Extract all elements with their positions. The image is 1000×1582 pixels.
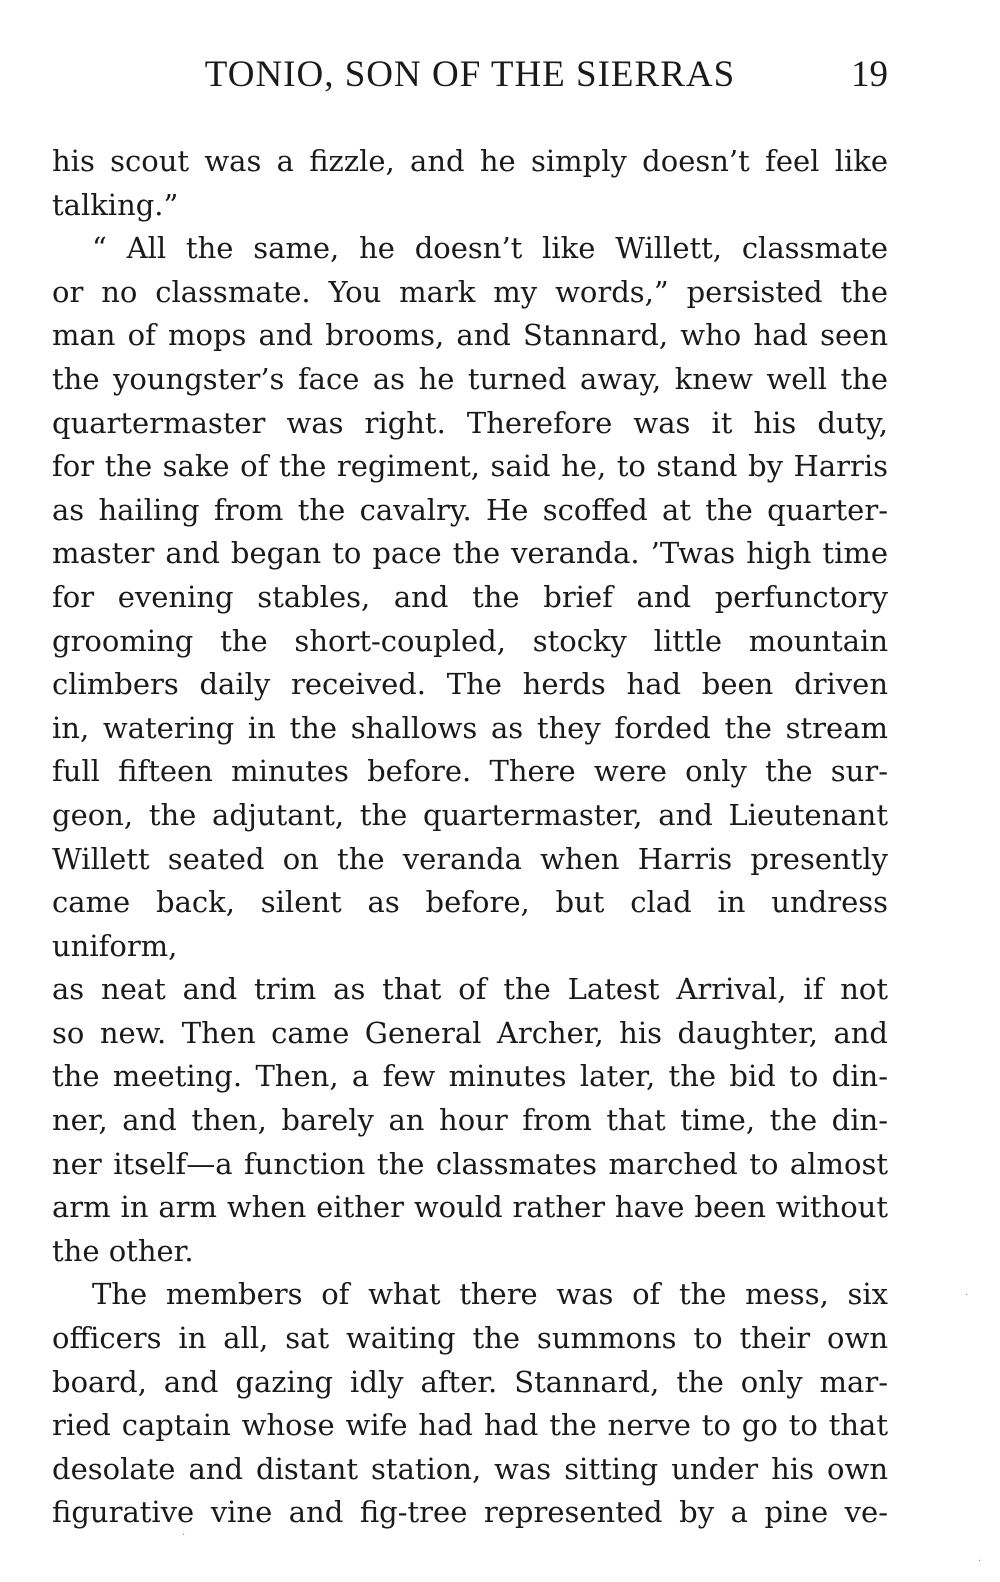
text-line: arm in arm when either would rather have been without: [52, 1190, 888, 1225]
text-line: or no classmate. You mark my words,” persisted the: [52, 274, 888, 309]
text-line: for evening stables, and the brief and perfunctory: [52, 579, 888, 614]
text-line: ried captain whose wife had had the nerve to go to that: [52, 1408, 888, 1443]
scan-speck: ·: [965, 1290, 969, 1301]
text-line: in, watering in the shallows as they forded the stream: [52, 710, 888, 745]
text-line: as neat and trim as that of the Latest Arrival, if not: [52, 972, 888, 1007]
text-line: talking.”: [52, 187, 179, 222]
text-line: geon, the adjutant, the quartermaster, and Lieutenant: [52, 797, 888, 832]
text-line: Willett seated on the veranda when Harris presently: [52, 841, 888, 876]
text-line: The members of what there was of the mess, six: [92, 1277, 888, 1312]
text-line: desolate and distant station, was sitting under his own: [52, 1451, 888, 1486]
text-line: man of mops and brooms, and Stannard, who had seen: [52, 318, 888, 353]
text-line: for the sake of the regiment, said he, to stand by Harris: [52, 449, 888, 484]
text-line: officers in all, sat waiting the summons to their own: [52, 1321, 888, 1356]
text-line: figurative vine and fig-tree represented by a pine ve-: [52, 1495, 888, 1530]
scan-speck: ·: [182, 1530, 186, 1541]
text-line: “ All the same, he doesn’t like Willett, classmate: [92, 231, 888, 266]
text-line: came back, silent as before, but clad in undress uniform,: [52, 885, 888, 963]
running-title: TONIO, SON OF THE SIERRAS: [204, 54, 736, 95]
text-line: board, and gazing idly after. Stannard, the only mar-: [52, 1364, 888, 1399]
text-line: the youngster’s face as he turned away, knew well the: [52, 361, 888, 396]
running-head: [52, 50, 888, 100]
scan-speck: ·: [978, 1556, 982, 1567]
body-text: [52, 140, 888, 1535]
text-line: ner, and then, barely an hour from that time, the din-: [52, 1103, 888, 1138]
text-line: as hailing from the cavalry. He scoffed at the quarter-: [52, 492, 888, 527]
text-line: the other.: [52, 1233, 194, 1268]
text-line: his scout was a fizzle, and he simply doesn’t feel like: [52, 144, 888, 178]
text-line: climbers daily received. The herds had been driven: [52, 667, 888, 702]
text-line: master and began to pace the veranda. ’Twas high time: [52, 536, 888, 571]
text-line: the meeting. Then, a few minutes later, the bid to din-: [52, 1059, 888, 1094]
text-line: quartermaster was right. Therefore was it his duty,: [52, 405, 888, 440]
text-line: ner itself—a function the classmates marched to almost: [52, 1146, 888, 1181]
text-line: grooming the short-coupled, stocky little mountain: [52, 623, 888, 658]
text-line: so new. Then came General Archer, his daughter, and: [52, 1015, 888, 1050]
page-number: 19: [851, 54, 888, 95]
text-line: full fifteen minutes before. There were only the sur-: [52, 754, 888, 789]
